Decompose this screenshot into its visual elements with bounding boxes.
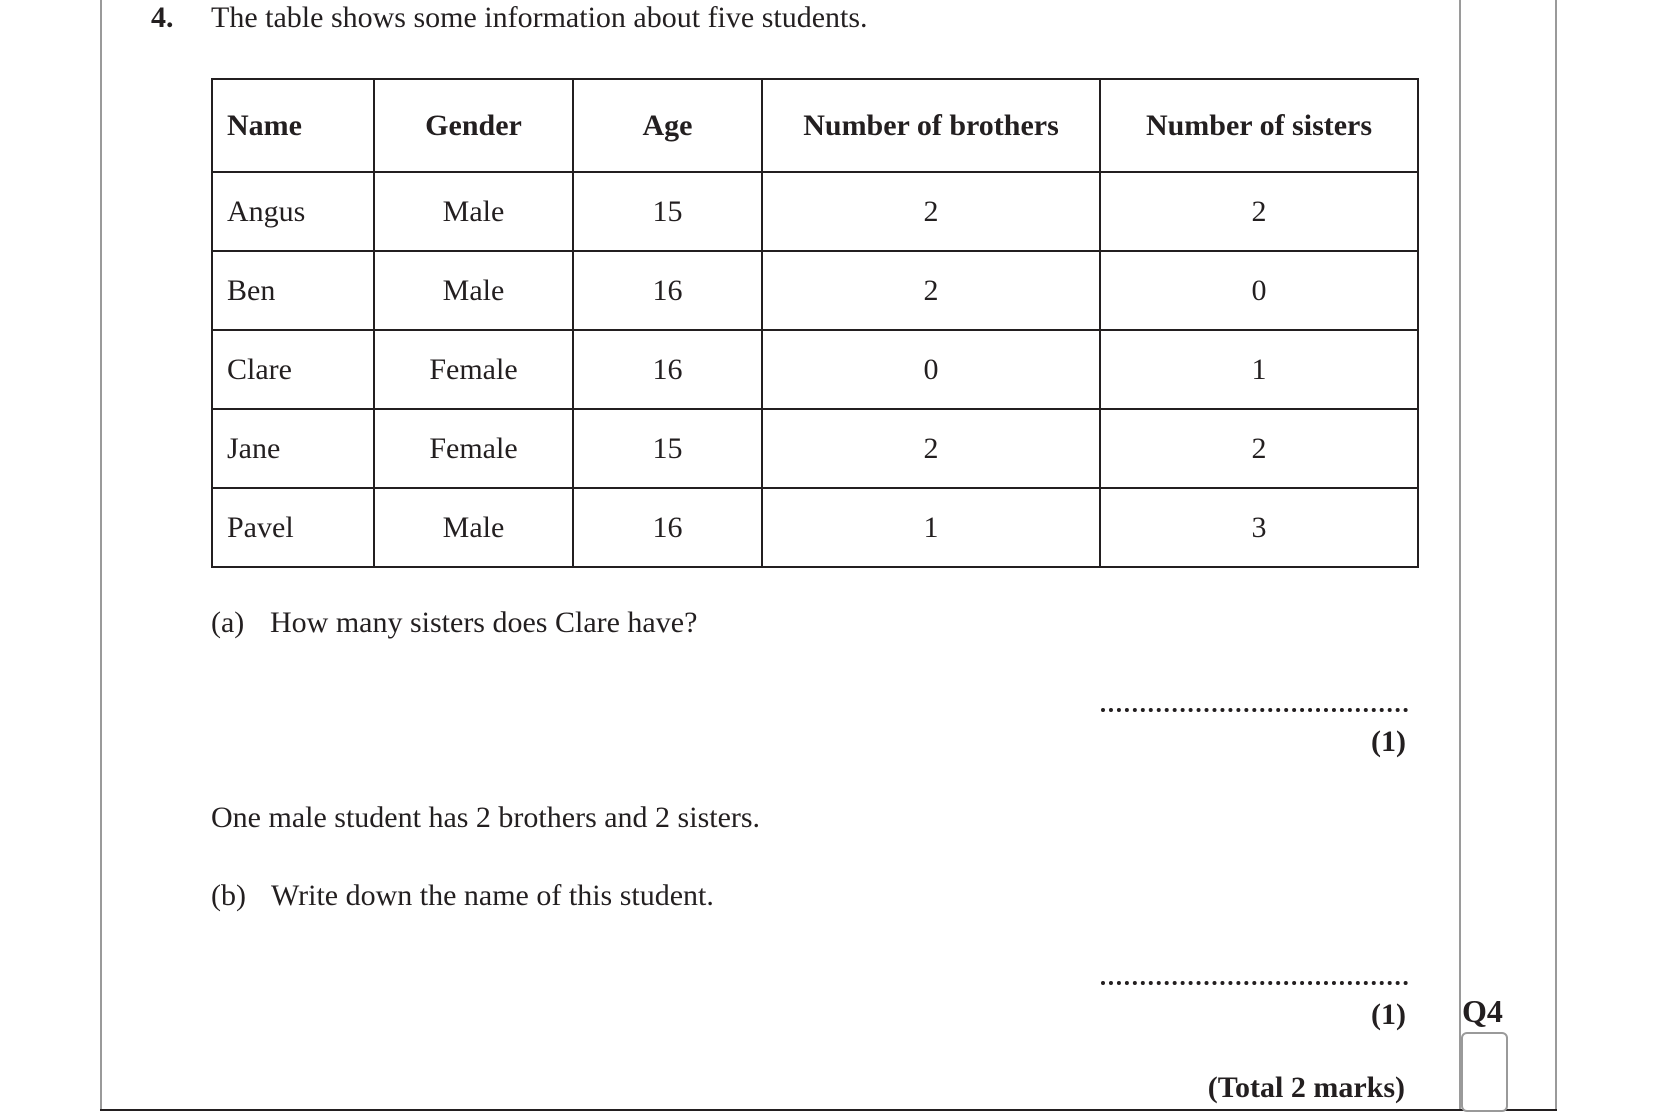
- cell-sisters: 2: [1100, 172, 1418, 251]
- part-a-question: How many sisters does Clare have?: [270, 606, 698, 639]
- header-age: Age: [573, 79, 762, 172]
- part-a-marks: (1): [1371, 725, 1406, 758]
- header-sisters: Number of sisters: [1100, 79, 1418, 172]
- cell-name: Ben: [212, 251, 374, 330]
- part-b-label: (b): [211, 879, 246, 912]
- cell-gender: Male: [374, 251, 573, 330]
- part-b-marks: (1): [1371, 998, 1406, 1031]
- part-b-question: Write down the name of this student.: [271, 879, 714, 912]
- cell-name: Pavel: [212, 488, 374, 567]
- cell-age: 16: [573, 251, 762, 330]
- header-gender: Gender: [374, 79, 573, 172]
- part-a-label: (a): [211, 606, 245, 639]
- cell-name: Angus: [212, 172, 374, 251]
- students-table: [211, 78, 1419, 568]
- margin-question-label: Q4: [1462, 993, 1503, 1029]
- margin-divider: [1459, 0, 1461, 1111]
- header-name: Name: [212, 79, 374, 172]
- cell-gender: Female: [374, 409, 573, 488]
- table-row: [212, 330, 1418, 409]
- cell-brothers: 2: [762, 409, 1100, 488]
- cell-age: 16: [573, 488, 762, 567]
- cell-gender: Male: [374, 488, 573, 567]
- cell-brothers: 0: [762, 330, 1100, 409]
- answer-line-b[interactable]: [1101, 981, 1408, 985]
- table-row: [212, 251, 1418, 330]
- question-statement: One male student has 2 brothers and 2 sisters.: [211, 801, 761, 834]
- cell-sisters: 1: [1100, 330, 1418, 409]
- cell-gender: Female: [374, 330, 573, 409]
- cell-age: 15: [573, 409, 762, 488]
- cell-age: 16: [573, 330, 762, 409]
- header-brothers: Number of brothers: [762, 79, 1100, 172]
- answer-line-a[interactable]: [1101, 708, 1408, 712]
- cell-sisters: 3: [1100, 488, 1418, 567]
- cell-sisters: 0: [1100, 251, 1418, 330]
- examiner-mark-box: [1461, 1032, 1508, 1112]
- cell-name: Clare: [212, 330, 374, 409]
- cell-brothers: 2: [762, 172, 1100, 251]
- cell-sisters: 2: [1100, 409, 1418, 488]
- cell-name: Jane: [212, 409, 374, 488]
- page-frame-right: [1555, 0, 1557, 1111]
- total-marks: (Total 2 marks): [1207, 1071, 1405, 1104]
- cell-brothers: 2: [762, 251, 1100, 330]
- table-header-row: [212, 79, 1418, 172]
- cell-gender: Male: [374, 172, 573, 251]
- page-frame-left: [100, 0, 102, 1111]
- question-number: 4.: [151, 1, 174, 34]
- table-row: [212, 409, 1418, 488]
- table-row: [212, 172, 1418, 251]
- table-row: [212, 488, 1418, 567]
- cell-brothers: 1: [762, 488, 1100, 567]
- question-intro: The table shows some information about five students.: [211, 1, 868, 34]
- cell-age: 15: [573, 172, 762, 251]
